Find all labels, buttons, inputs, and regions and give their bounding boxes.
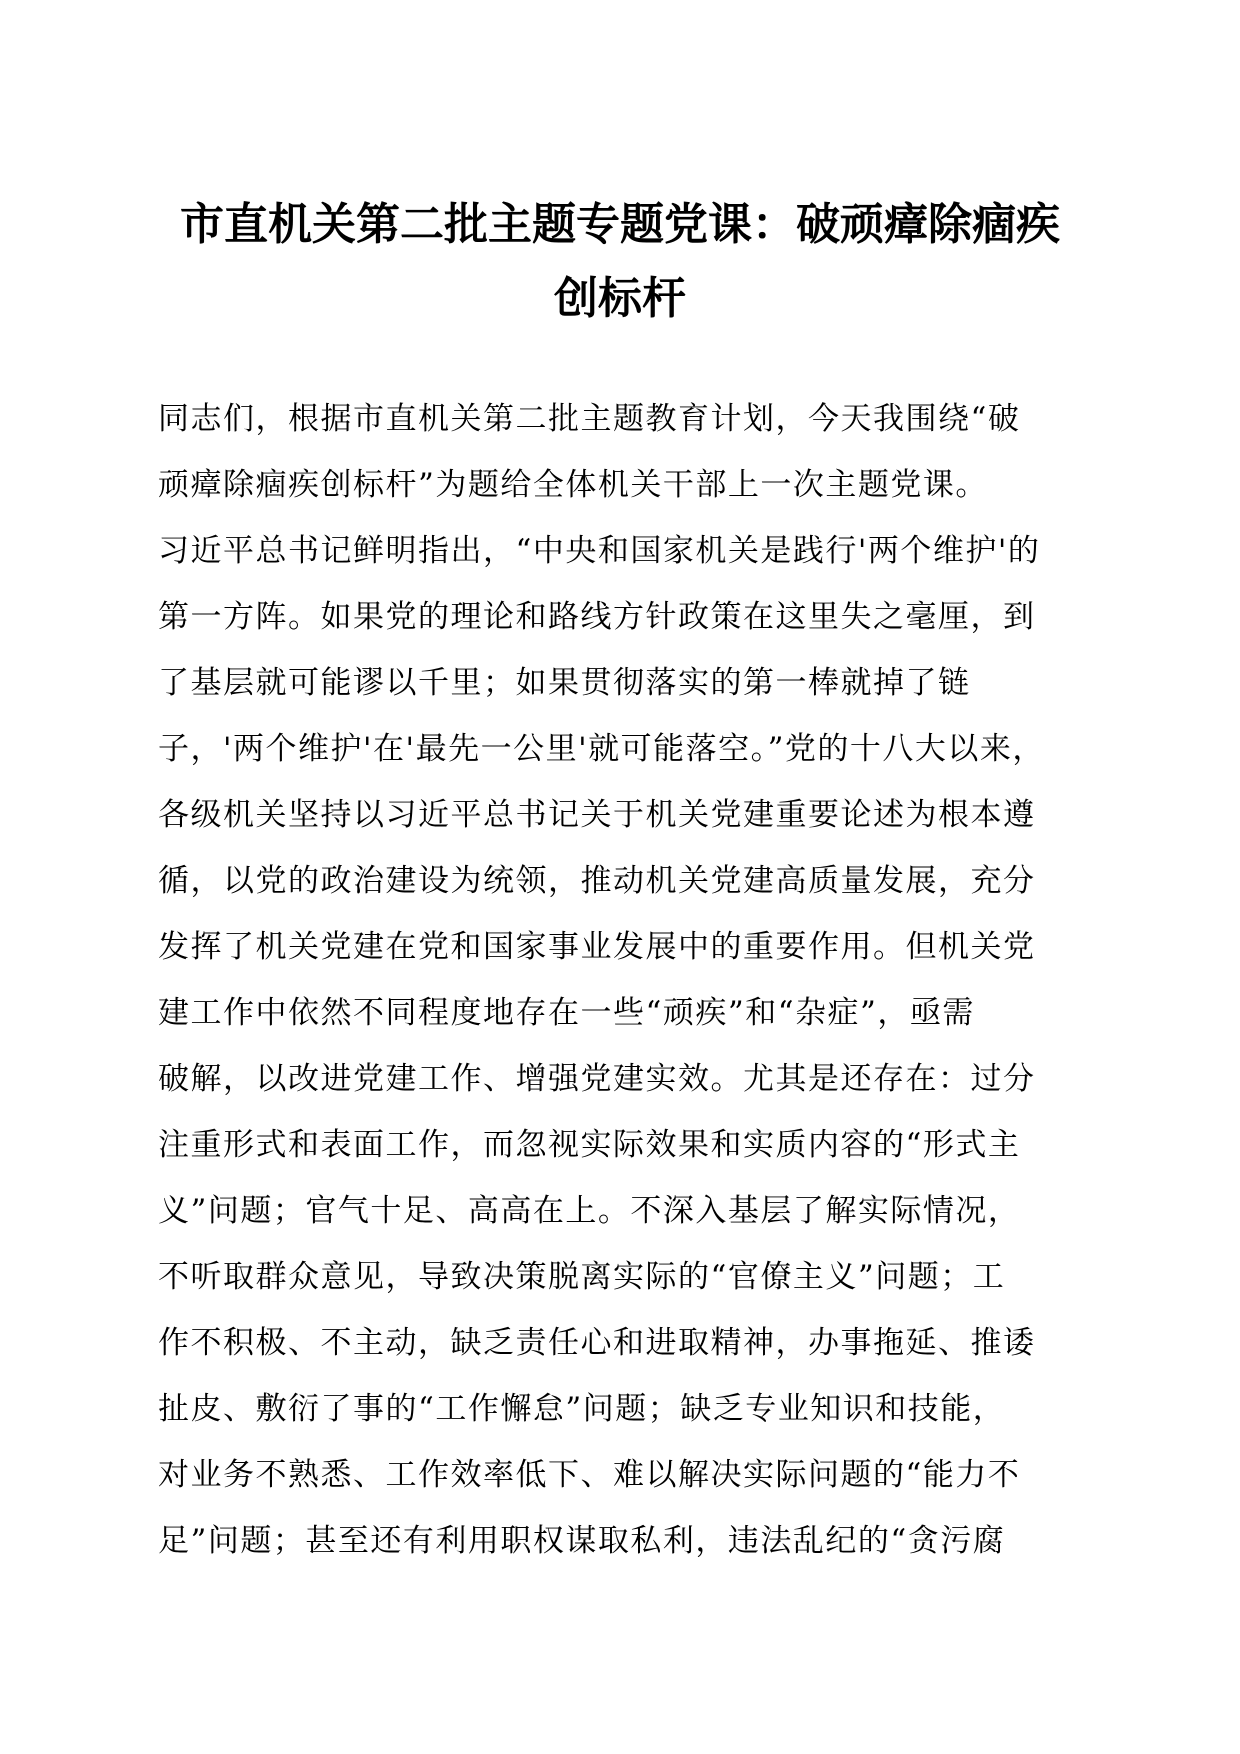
body-line: 同志们，根据市直机关第二批主题教育计划，今天我围绕“破 <box>158 401 1021 437</box>
document-body <box>158 386 1098 1574</box>
body-line: 习近平总书记鲜明指出，“中央和国家机关是践行'两个维护'的 <box>158 533 1041 569</box>
body-line: 了基层就可能谬以千里；如果贯彻落实的第一棒就掉了链 <box>158 665 971 701</box>
body-line: 第一方阵。如果党的理论和路线方针政策在这里失之毫厘，到 <box>158 599 1036 635</box>
body-line: 破解，以改进党建工作、增强党建实效。尤其是还存在：过分 <box>158 1061 1036 1097</box>
body-line: 义”问题；官气十足、高高在上。不深入基层了解实际情况， <box>158 1193 1021 1229</box>
body-line: 顽瘴除痼疾创标杆”为题给全体机关干部上一次主题党课。 <box>158 467 988 503</box>
body-line: 足”问题；甚至还有利用职权谋取私利，违法乱纪的“贪污腐 <box>158 1523 1006 1559</box>
body-line: 作不积极、不主动，缺乏责任心和进取精神，办事拖延、推诿 <box>158 1325 1036 1361</box>
body-line: 对业务不熟悉、工作效率低下、难以解决实际问题的“能力不 <box>158 1457 1021 1493</box>
title-line: 创标杆 <box>554 273 686 324</box>
title-line: 市直机关第二批主题专题党课：破顽瘴除痼疾 <box>180 199 1060 250</box>
body-line: 建工作中依然不同程度地存在一些“顽疾”和“杂症”，亟需 <box>158 995 975 1031</box>
body-line: 子，'两个维护'在'最先一公里'就可能落空。”党的十八大以来， <box>158 731 1045 767</box>
body-line: 不听取群众意见，导致决策脱离实际的“官僚主义”问题；工 <box>158 1259 1006 1295</box>
body-line: 注重形式和表面工作，而忽视实际效果和实质内容的“形式主 <box>158 1127 1021 1163</box>
body-line: 发挥了机关党建在党和国家事业发展中的重要作用。但机关党 <box>158 929 1036 965</box>
body-line: 扯皮、敷衍了事的“工作懈怠”问题；缺乏专业知识和技能， <box>158 1391 1006 1427</box>
body-line: 循，以党的政治建设为统领，推动机关党建高质量发展，充分 <box>158 863 1036 899</box>
body-line: 各级机关坚持以习近平总书记关于机关党建重要论述为根本遵 <box>158 797 1036 833</box>
document-title <box>150 188 1090 336</box>
